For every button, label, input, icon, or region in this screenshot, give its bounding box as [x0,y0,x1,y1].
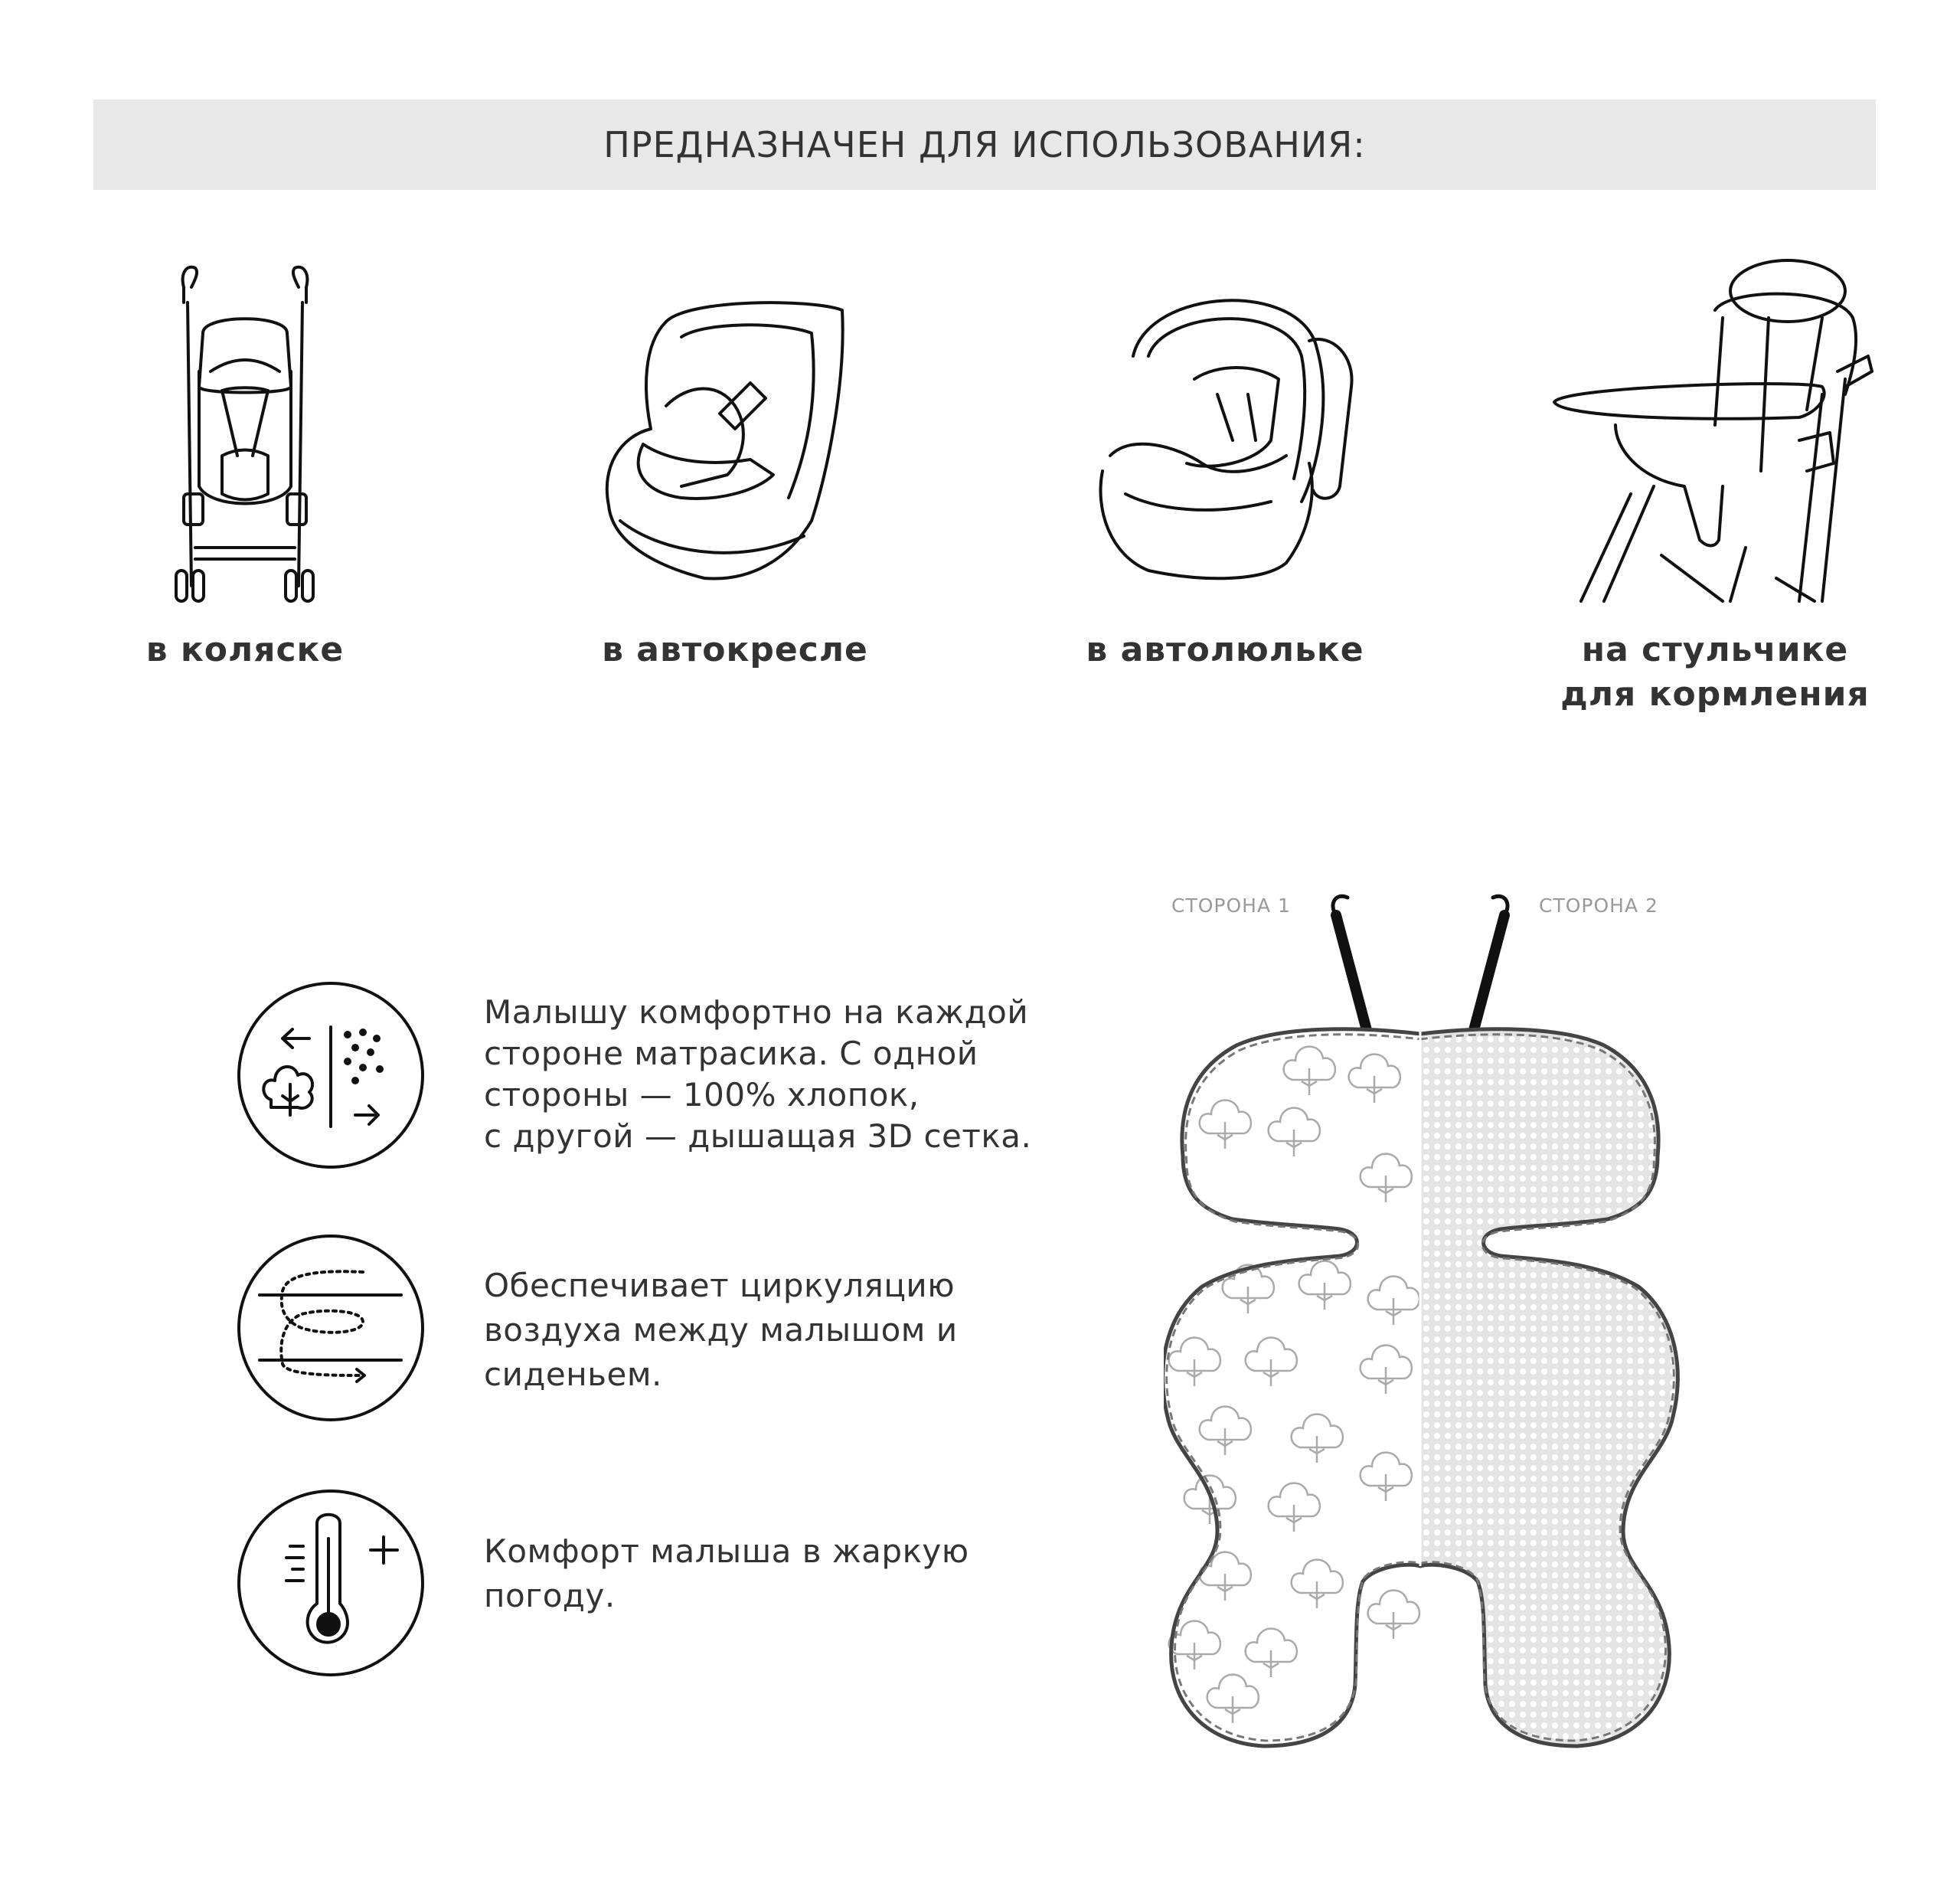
feature-text-cotton-mesh [484,992,1112,1157]
strap-right [1474,896,1508,1030]
feature-text-air-circulation [484,1264,1112,1397]
air-circulation-icon [237,1235,424,1421]
usage-label-high-chair [1531,628,1899,717]
feature-line: Малышу комфортно на каждой [484,993,1029,1031]
usage-label-high-chair-line2: для кормления [1560,675,1870,714]
feature-line: погоду. [484,1577,616,1614]
banner-title: ПРЕДНАЗНАЧЕН ДЛЯ ИСПОЛЬЗОВАНИЯ: [603,124,1366,165]
usage-banner [93,100,1876,190]
side-1-label: СТОРОНА 1 [1171,894,1291,917]
usage-label-car-seat: в автокресле [602,630,868,669]
usage-label-infant-carrier: в автолюльке [1086,630,1364,669]
feature-line: воздуха между малышом и [484,1311,958,1349]
feature-line: Обеспечивает циркуляцию [484,1267,956,1304]
feature-text-thermometer [484,1529,1112,1618]
feature-line: стороне матрасика. С одной [484,1035,978,1072]
strap-left [1333,896,1367,1030]
high-chair-icon [1547,257,1876,609]
car-seat-icon [597,291,858,590]
side-2-label: СТОРОНА 2 [1539,894,1658,917]
thermometer-icon [237,1490,424,1676]
cotton-flower-icon [1368,1591,1419,1639]
usage-label-high-chair-line1: на стульчике [1581,630,1849,669]
usage-label-stroller: в коляске [145,630,345,669]
feature-line: с другой — дышащая 3D сетка. [484,1117,1032,1155]
feature-line: сиденьем. [484,1356,662,1393]
mat-illustration [1164,873,1700,1769]
infant-carrier-icon [1087,280,1363,586]
feature-line: Комфорт малыша в жаркую [484,1532,969,1570]
cotton-mesh-icon [237,982,424,1169]
feature-line: стороны — 100% хлопок, [484,1076,920,1114]
stroller-icon [165,257,325,609]
